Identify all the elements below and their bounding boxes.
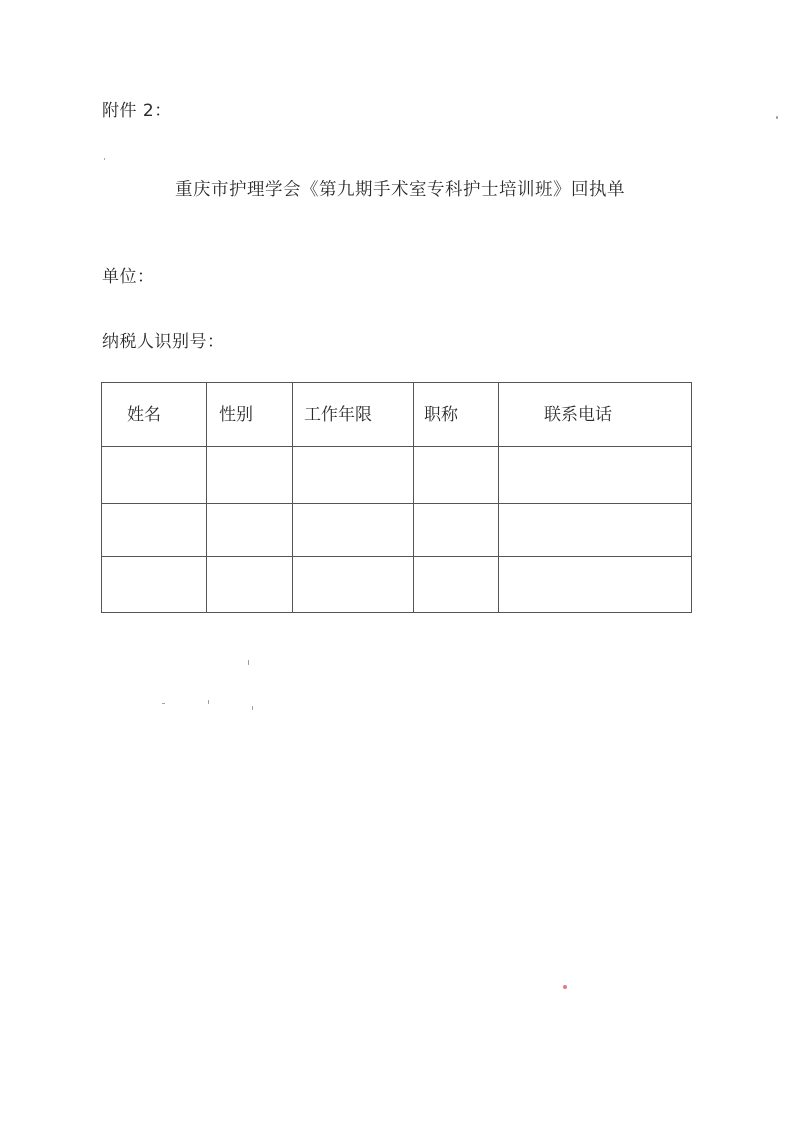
cell-phone	[499, 447, 692, 504]
scan-speck	[252, 706, 253, 710]
scan-speck	[162, 703, 165, 704]
cell-phone	[499, 504, 692, 557]
header-gender: 性别	[207, 383, 293, 447]
cell-name	[102, 504, 207, 557]
ink-speck	[563, 985, 567, 989]
cell-title	[414, 447, 499, 504]
header-title: 职称	[414, 383, 499, 447]
scan-speck	[248, 660, 249, 665]
cell-gender	[207, 557, 293, 613]
taxpayer-id-label: 纳税人识别号：	[102, 332, 225, 352]
cell-years-of-work	[293, 447, 414, 504]
header-years-of-work: 工作年限	[293, 383, 414, 447]
table-row	[102, 447, 692, 504]
attachment-label: 附件 2：	[102, 101, 172, 121]
cell-title	[414, 557, 499, 613]
table-row	[102, 557, 692, 613]
scan-speck	[208, 700, 209, 704]
header-name: 姓名	[102, 383, 207, 447]
scan-speck	[104, 158, 105, 160]
cell-name	[102, 557, 207, 613]
unit-label: 单位：	[102, 267, 155, 287]
cell-years-of-work	[293, 504, 414, 557]
cell-title	[414, 504, 499, 557]
registration-table	[101, 382, 692, 613]
table-row	[102, 504, 692, 557]
cell-phone	[499, 557, 692, 613]
document-title: 重庆市护理学会《第九期手术室专科护士培训班》回执单	[175, 180, 625, 200]
table-header-row	[102, 383, 692, 447]
header-phone: 联系电话	[499, 383, 692, 447]
cell-gender	[207, 447, 293, 504]
cell-years-of-work	[293, 557, 414, 613]
cell-gender	[207, 504, 293, 557]
scan-speck	[776, 116, 778, 119]
cell-name	[102, 447, 207, 504]
